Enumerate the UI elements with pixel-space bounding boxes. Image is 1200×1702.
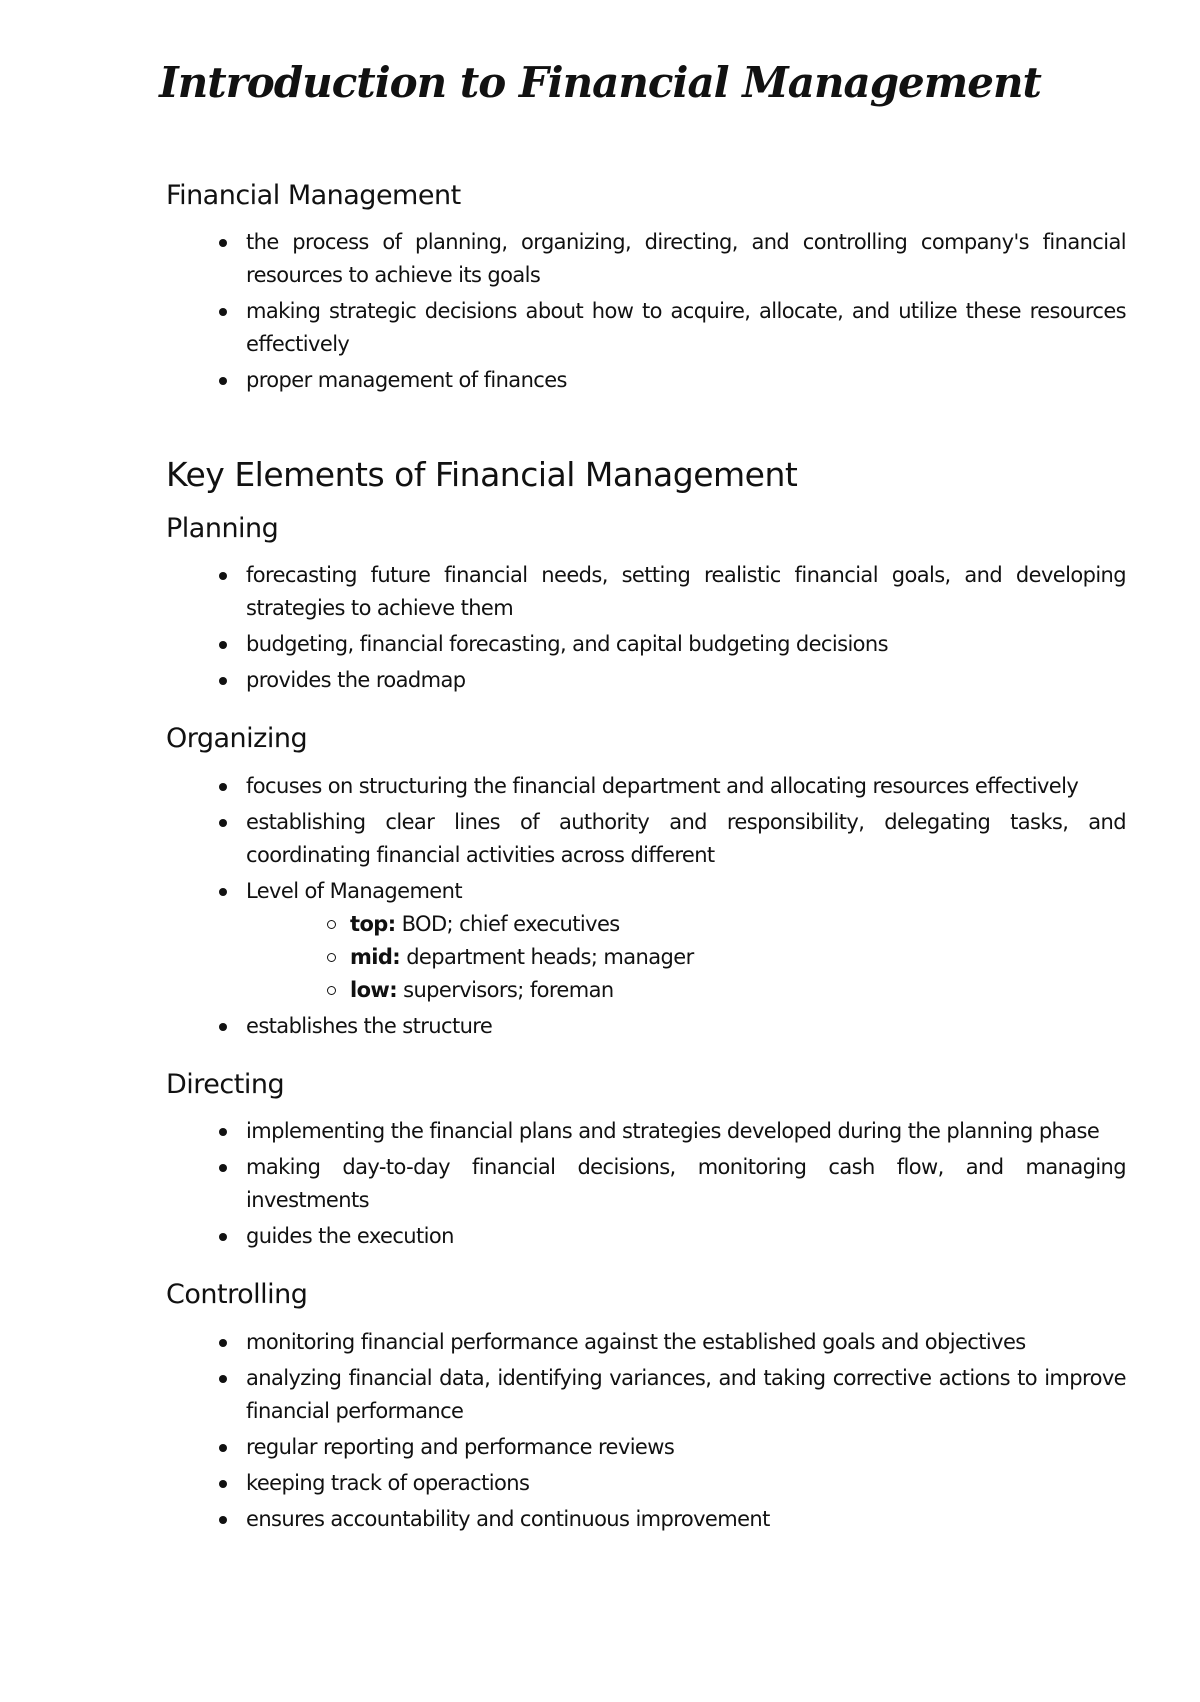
document-title: Introduction to Financial Management: [159, 58, 1041, 107]
section-heading-directing: Directing: [166, 1068, 285, 1100]
section-heading-financial-management: Financial Management: [166, 180, 461, 211]
document-content: [166, 180, 1126, 1562]
level-value: BOD; chief executives: [401, 911, 620, 936]
level-value: department heads; manager: [406, 944, 694, 969]
list-item: keeping track of operactions: [246, 1467, 1126, 1500]
list-item: the process of planning, organizing, directing, and controlling company's financial resources to achieve its goals: [246, 226, 1126, 292]
section-heading-controlling: Controlling: [166, 1279, 308, 1311]
list-item: budgeting, financial forecasting, and capital budgeting decisions: [246, 628, 1126, 661]
list-item: provides the roadmap: [246, 664, 1126, 697]
list-item: analyzing financial data, identifying variances, and taking corrective actions to improve financial performance: [246, 1362, 1126, 1428]
level-value: supervisors; foreman: [403, 977, 614, 1002]
list-item: implementing the financial plans and strategies developed during the planning phase: [246, 1115, 1126, 1148]
section-heading-key-elements: Key Elements of Financial Management: [166, 455, 798, 495]
list-item: making strategic decisions about how to acquire, allocate, and utilize these resources effectively: [246, 295, 1126, 361]
directing-list: [166, 1115, 1126, 1253]
list-item: forecasting future financial needs, setting realistic financial goals, and developing strategies to achieve them: [246, 559, 1126, 625]
list-item: ensures accountability and continuous improvement: [246, 1503, 1126, 1536]
list-item: focuses on structuring the financial department and allocating resources effectively: [246, 770, 1126, 803]
planning-list: [166, 559, 1126, 697]
level-key: top:: [350, 911, 396, 936]
list-item: monitoring financial performance against the established goals and objectives: [246, 1326, 1126, 1359]
section-heading-planning: Planning: [166, 512, 279, 544]
list-item: establishes the structure: [246, 1010, 1126, 1043]
management-level-mid: [350, 941, 1126, 974]
list-item: establishing clear lines of authority and responsibility, delegating tasks, and coordinating financial activities across different: [246, 806, 1126, 872]
list-item-level-of-management: [246, 875, 1126, 1007]
management-level-top: [350, 908, 1126, 941]
management-levels-list: [246, 908, 1126, 1007]
financial-management-list: [166, 226, 1126, 397]
list-item: guides the execution: [246, 1220, 1126, 1253]
management-level-low: [350, 974, 1126, 1007]
controlling-list: [166, 1326, 1126, 1536]
section-heading-organizing: Organizing: [166, 723, 308, 755]
list-item: making day-to-day financial decisions, monitoring cash flow, and managing investments: [246, 1151, 1126, 1217]
level-of-management-label: Level of Management: [246, 878, 462, 903]
organizing-list: [166, 770, 1126, 1043]
level-key: mid:: [350, 944, 401, 969]
level-key: low:: [350, 977, 398, 1002]
list-item: proper management of finances: [246, 364, 1126, 397]
list-item: regular reporting and performance reviews: [246, 1431, 1126, 1464]
